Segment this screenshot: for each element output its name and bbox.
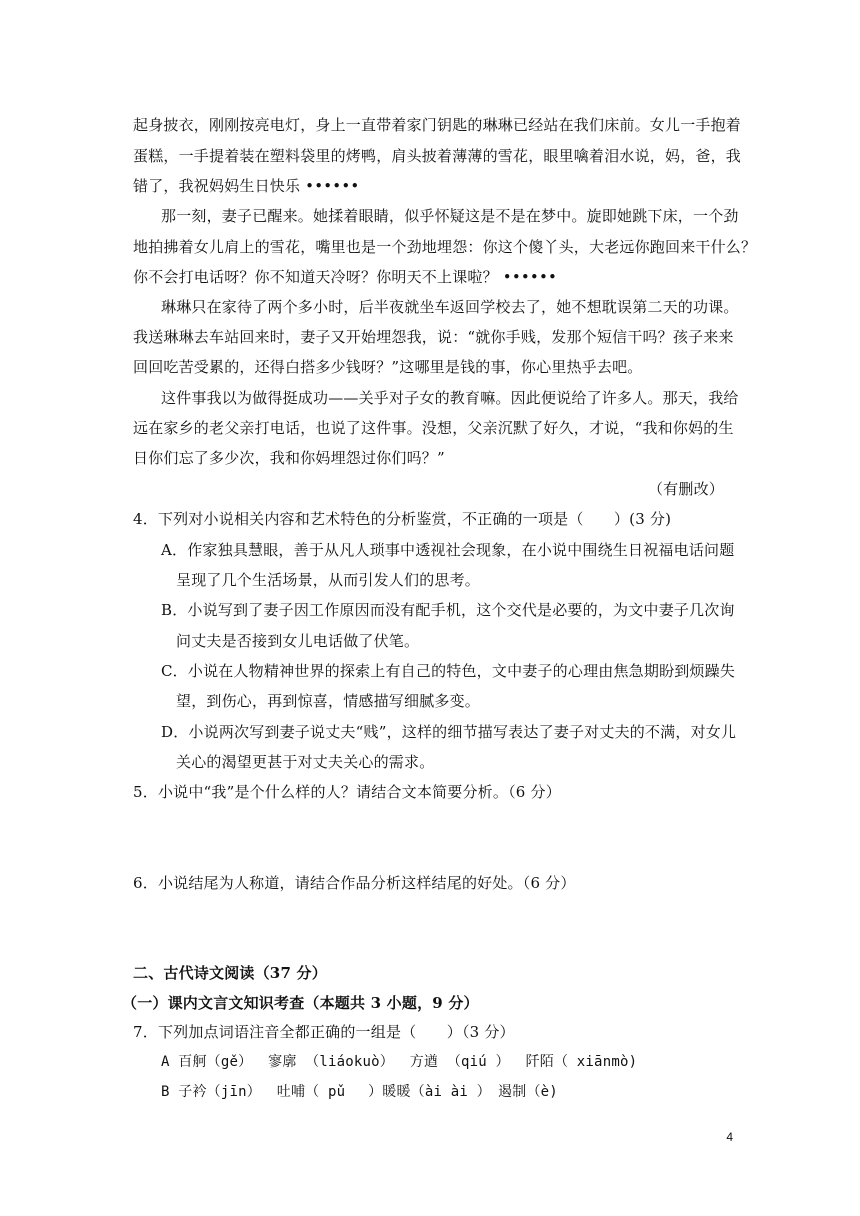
- q4-option-d-line2: 关心的渴望更甚于对丈夫关心的需求。: [176, 753, 435, 771]
- q4-option-b-line2: 问丈夫是否接到女儿电话做了伏笔。: [176, 632, 420, 650]
- passage-line: 你不会打电话呀？你不知道天冷呀？你明天不上课啦？ ••••••: [133, 268, 558, 286]
- passage-line: 错了，我祝妈妈生日快乐 ••••••: [133, 177, 360, 195]
- passage-line: 我送琳琳去车站回来时，妻子又开始埋怨我，说：“就你手贱，发那个短信干吗？孩子来来: [133, 328, 734, 346]
- q4-option-d-line1: D．小说两次写到妻子说丈夫“贱”，这样的细节描写表达了妻子对丈夫的不满，对女儿: [161, 723, 737, 741]
- source-note: （有删改）: [647, 480, 724, 498]
- passage-line: 蛋糕，一手提着装在塑料袋里的烤鸭，肩头披着薄薄的雪花，眼里噙着泪水说，妈，爸，我: [133, 147, 742, 165]
- passage-line: 琳琳只在家待了两个多小时，后半夜就坐车返回学校去了，她不想耽误第二天的功课。: [161, 298, 739, 316]
- question-5: 5．小说中“我”是个什么样的人？请结合文本简要分析。（6 分）: [133, 783, 561, 801]
- page-number: 4: [726, 1130, 733, 1144]
- section-2-title: 二、古代诗文阅读（37 分）: [133, 964, 327, 982]
- section-2-subtitle: （一）课内文言文知识考查（本题共 3 小题，9 分）: [122, 994, 479, 1012]
- passage-line: 这件事我以为做得挺成功——关乎对子女的教育嘛。因此便说给了许多人。那天，我给: [161, 389, 739, 407]
- question-6: 6．小说结尾为人称道，请结合作品分析这样结尾的好处。（6 分）: [133, 874, 576, 892]
- passage-line: 地拍拂着女儿肩上的雪花，嘴里也是一个劲地埋怨：你这个傻丫头，大老远你跑回来干什么？: [133, 238, 757, 256]
- q7-option-a: A 百舸（gě） 寥廓 （liáokuò） 方遒 （qiú ） 阡陌（ xiānmò): [161, 1054, 638, 1070]
- q4-option-b-line1: B．小说写到了妻子因工作原因而没有配手机，这个交代是必要的，为文中妻子几次询: [161, 601, 735, 619]
- passage-line: 日你们忘了多少次，我和你妈埋怨过你们吗？”: [133, 449, 445, 467]
- q4-option-c-line2: 望，到伤心，再到惊喜，情感描写细腻多变。: [176, 692, 481, 710]
- q4-option-a-line1: A．作家独具慧眼，善于从凡人琐事中透视社会现象，在小说中围绕生日祝福电话问题: [161, 541, 735, 559]
- passage-line: 那一刻，妻子已醒来。她揉着眼睛，似乎怀疑这是不是在梦中。旋即她跳下床，一个劲: [161, 207, 739, 225]
- question-4-stem: 4．下列对小说相关内容和艺术特色的分析鉴赏，不正确的一项是（ ）(3 分): [133, 510, 672, 528]
- passage-line: 起身披衣，刚刚按亮电灯，身上一直带着家门钥匙的琳琳已经站在我们床前。女儿一手抱着: [133, 116, 742, 134]
- passage-line: 远在家乡的老父亲打电话，也说了这件事。没想，父亲沉默了好久，才说，“我和你妈的生: [133, 419, 734, 437]
- q7-option-b: B 子衿（jīn） 吐哺（ pǔ ）暖暖（ài ài ） 遏制（è): [161, 1084, 558, 1100]
- question-7-stem: 7．下列加点词语注音全都正确的一组是（ ）（3 分）: [133, 1023, 515, 1041]
- q4-option-a-line2: 呈现了几个生活场景，从而引发人们的思考。: [176, 571, 481, 589]
- passage-line: 回回吃苦受累的，还得白搭多少钱呀？”这哪里是钱的事，你心里热乎去吧。: [133, 358, 643, 376]
- q4-option-c-line1: C．小说在人物精神世界的探索上有自己的特色，文中妻子的心理由焦急期盼到烦躁失: [161, 662, 736, 680]
